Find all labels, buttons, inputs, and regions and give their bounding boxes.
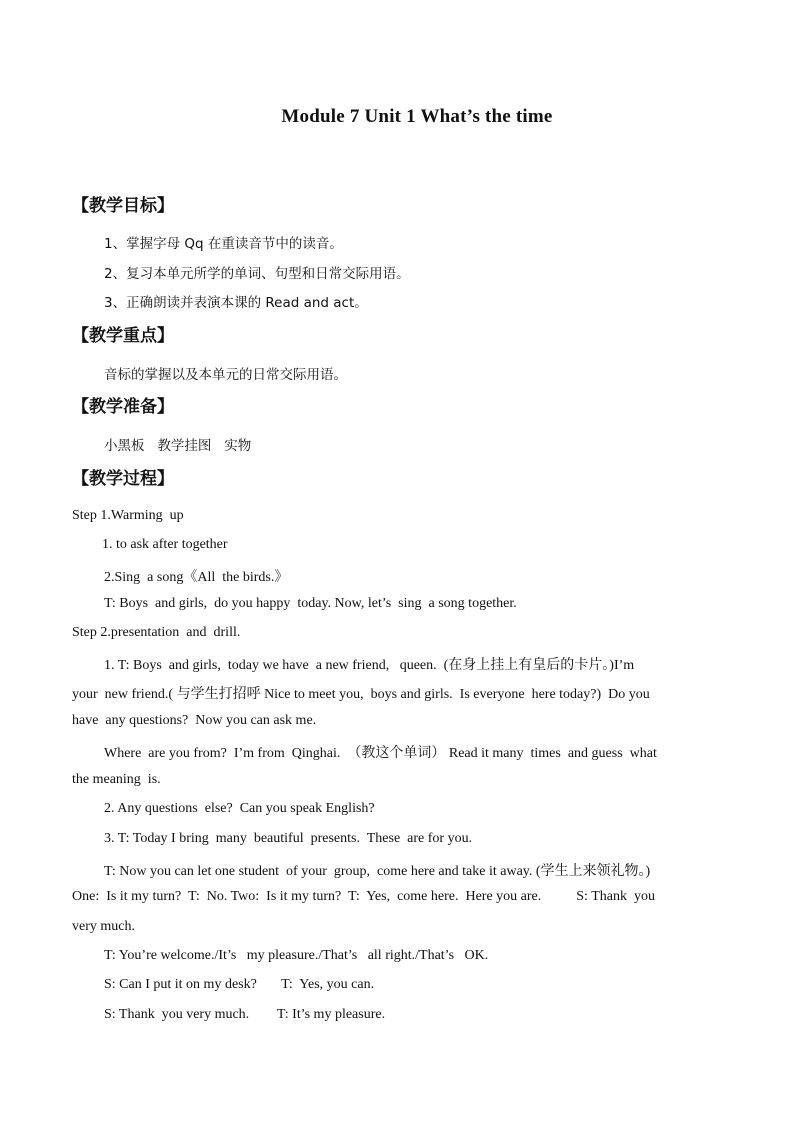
process-line: T: You’re welcome./It’s my pleasure./That’s all right./That’s OK. — [104, 948, 489, 963]
process-line: Step 2.presentation and drill. — [72, 625, 241, 640]
process-line: 2. Any questions else? Can you speak English? — [104, 801, 375, 816]
process-line: T: Now you can let one student of your group, come here and take it away. (学生上来领礼物。) — [104, 864, 651, 879]
process-line: very much. — [72, 919, 135, 934]
objective-item-2: 2、复习本单元所学的单词、句型和日常交际用语。 — [104, 266, 410, 282]
heading-preparation: 【教学准备】 — [72, 397, 174, 417]
process-line: Step 1.Warming up — [72, 508, 184, 523]
process-line: S: Thank you very much. T: It’s my pleasure. — [104, 1007, 386, 1022]
process-line: T: Boys and girls, do you happy today. Now, let’s sing a song together. — [104, 596, 517, 611]
process-line: 2.Sing a song《All the birds.》 — [104, 570, 289, 585]
key-points-text: 音标的掌握以及本单元的日常交际用语。 — [104, 367, 347, 383]
process-line: have any questions? Now you can ask me. — [72, 713, 317, 728]
process-line: 3. T: Today I bring many beautiful presents. These are for you. — [104, 831, 473, 846]
process-line: 1. to ask after together — [102, 537, 228, 552]
process-line: Where are you from? I’m from Qinghai. （教这个单词） Read it many times and guess what — [104, 746, 657, 761]
heading-key-points: 【教学重点】 — [72, 326, 174, 346]
process-line: 1. T: Boys and girls, today we have a new friend, queen. (在身上挂上有皇后的卡片。)I’m — [104, 658, 635, 673]
objective-item-1: 1、掌握字母 Qq 在重读音节中的读音。 — [104, 236, 343, 252]
process-line: One: Is it my turn? T: No. Two: Is it my turn? T: Yes, come here. Here you are. S: Thank you — [72, 889, 655, 904]
preparation-text: 小黑板 教学挂图 实物 — [104, 438, 252, 454]
process-line: S: Can I put it on my desk? T: Yes, you can. — [104, 977, 375, 992]
objective-item-3: 3、正确朗读并表演本课的 Read and act。 — [104, 295, 368, 311]
heading-objectives: 【教学目标】 — [72, 196, 174, 216]
document-title: Module 7 Unit 1 What’s the time — [281, 106, 553, 127]
process-line: your new friend.( 与学生打招呼 Nice to meet you, boys and girls. Is everyone here today?) Do you — [72, 687, 650, 702]
process-line: the meaning is. — [72, 772, 161, 787]
heading-process: 【教学过程】 — [72, 469, 174, 489]
